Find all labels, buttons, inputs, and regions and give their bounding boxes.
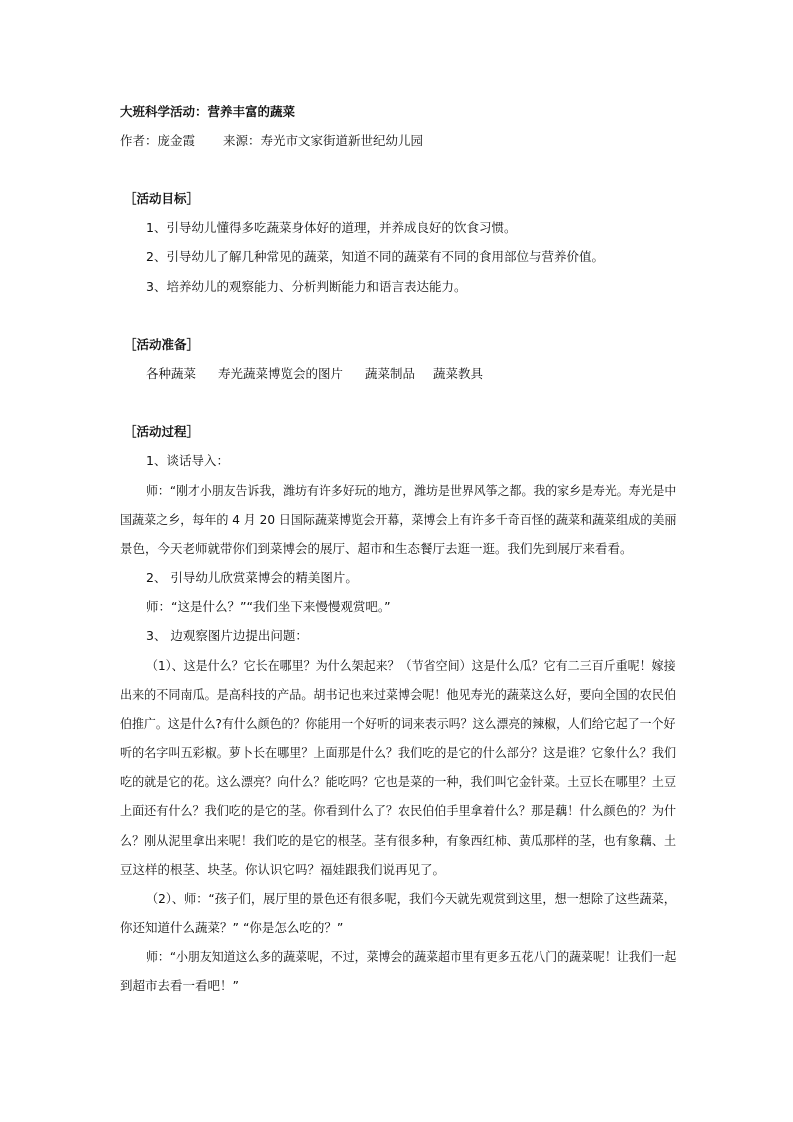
goal-item: 2、引导幼儿了解几种常见的蔬菜，知道不同的蔬菜有不同的食用部位与营养价值。 [146, 249, 604, 264]
source-text: 来源：寿光市文家街道新世纪幼儿园 [223, 133, 424, 148]
prep-items [146, 366, 483, 382]
process-line: （1）、这是什么？它长在哪里？为什么架起来？（节省空间）这是什么瓜？它有二三百斤重呢！嫁接 [146, 658, 676, 673]
process-line: 国蔬菜之乡，每年的 4 月 20 日国际蔬菜博览会开幕，菜博会上有许多千奇百怪的蔬菜和蔬菜组成的美丽 [120, 512, 677, 527]
goals-heading: ［活动目标］ [124, 191, 200, 206]
goal-item: 3、培养幼儿的观察能力、分析判断能力和语言表达能力。 [146, 279, 467, 294]
process-line: 师：“这是什么？”“我们坐下来慢慢观赏吧。” [146, 599, 391, 614]
prep-item: 蔬菜制品 [365, 366, 416, 381]
process-line: 上面还有什么？我们吃的是它的茎。你看到什么了？农民伯伯手里拿着什么？那是藕！什么颜色的？为什 [120, 803, 677, 818]
author-text: 作者：庞金霞 [120, 133, 196, 148]
process-heading: ［活动过程］ [124, 424, 200, 439]
process-line: 师：“小朋友知道这么多的蔬菜呢，不过，菜博会的蔬菜超市里有更多五花八门的蔬菜呢！让我们一起 [146, 949, 677, 964]
process-line: 出来的不同南瓜。是高科技的产品。胡书记也来过菜博会呢！他见寿光的蔬菜这么好，要向全国的农民伯 [120, 687, 677, 702]
byline [120, 133, 423, 149]
process-line: 伯推广。这是什么?有什么颜色的？你能用一个好听的词来表示吗？这么漂亮的辣椒，人们给它起了一个好 [120, 716, 676, 731]
process-line: 师：“刚才小朋友告诉我，潍坊有许多好玩的地方，潍坊是世界风筝之都。我的家乡是寿光。寿光是中 [146, 483, 677, 498]
goal-item: 1、引导幼儿懂得多吃蔬菜身体好的道理，并养成良好的饮食习惯。 [146, 220, 517, 235]
process-line: 2、 引导幼儿欣赏菜博会的精美图片。 [146, 570, 358, 585]
process-line: 你还知道什么蔬菜？” “你是怎么吃的？” [120, 920, 344, 935]
process-line: 1、谈话导入： [146, 453, 229, 468]
document-title: 大班科学活动：营养丰富的蔬菜 [120, 104, 296, 119]
process-line: 3、 边观察图片边提出问题： [146, 628, 308, 643]
process-line: 到超市去看一看吧！” [120, 978, 239, 993]
prep-item: 蔬菜教具 [433, 366, 484, 381]
process-line: 么？刚从泥里拿出来呢！我们吃的是它的根茎。茎有很多种，有象西红柿、黄瓜那样的茎，也有象藕、土 [120, 833, 677, 848]
prep-item: 各种蔬菜 [146, 366, 197, 381]
process-line: 豆这样的根茎、块茎。你认识它吗？福娃跟我们说再见了。 [120, 862, 446, 877]
process-line: 景色，今天老师就带你们到菜博会的展厅、超市和生态餐厅去逛一逛。我们先到展厅来看看。 [120, 541, 633, 556]
prep-heading: ［活动准备］ [124, 337, 200, 352]
process-line: （2）、师：“孩子们，展厅里的景色还有很多呢，我们今天就先观赏到这里，想一想除了这些蔬菜， [146, 891, 676, 906]
prep-item: 寿光蔬菜博览会的图片 [218, 366, 344, 381]
process-line: 吃的就是它的花。这么漂亮？向什么？能吃吗？它也是菜的一种，我们叫它金针菜。土豆长在哪里？土豆 [120, 774, 677, 789]
process-line: 听的名字叫五彩椒。萝卜长在哪里？上面那是什么？我们吃的是它的什么部分？这是谁？它象什么？我们 [120, 745, 677, 760]
